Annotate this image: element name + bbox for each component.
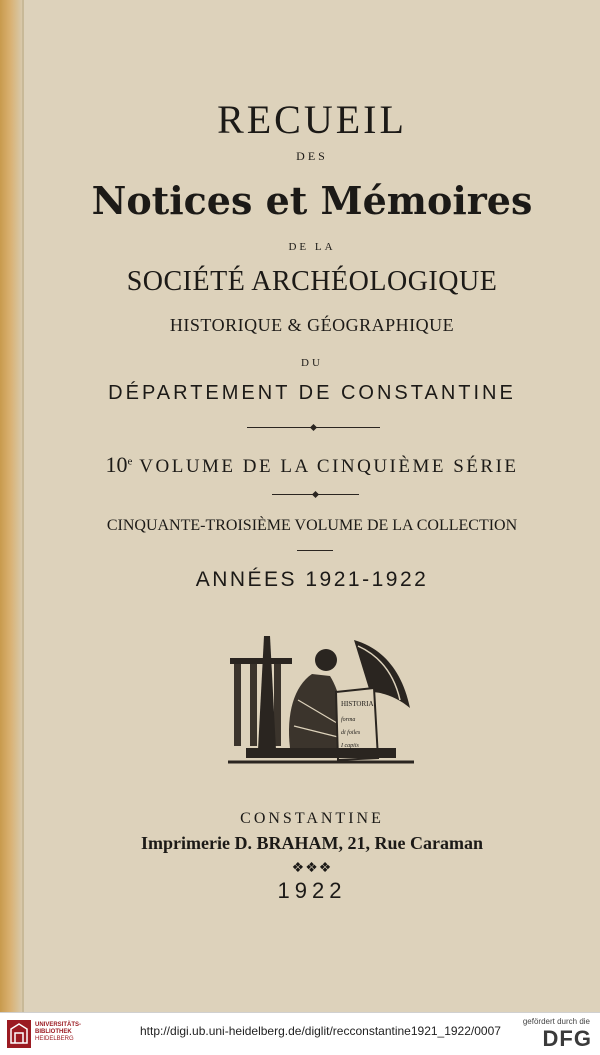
- historia-vignette-image: [224, 630, 418, 770]
- library-name-line-3: HEIDELBERG: [35, 1036, 74, 1042]
- book-spine: [0, 0, 22, 1012]
- des-text: DES: [296, 149, 328, 163]
- du-text: DU: [301, 357, 323, 369]
- annees-line: ANNÉES 1921-1922: [195, 568, 429, 591]
- recueil-heading: RECUEIL: [217, 97, 407, 142]
- city-line: CONSTANTINE: [240, 810, 384, 827]
- ornament-dot-1: [310, 424, 317, 431]
- departement-heading: DÉPARTEMENT DE CONSTANTINE: [108, 382, 516, 404]
- year-line: 1922: [277, 878, 347, 903]
- ornament-rule-3: [297, 550, 333, 551]
- viewer-footer: [0, 1012, 600, 1055]
- university-seal-icon: [6, 1019, 32, 1049]
- notices-heading: Notices et Mémoires: [91, 178, 533, 223]
- vignette-label-3: di foiles: [341, 730, 361, 736]
- library-name-line-1: UNIVERSITÄTS-: [35, 1022, 82, 1028]
- collection-line: CINQUANTE-TROISIÈME VOLUME DE LA COLLECTION: [106, 517, 518, 534]
- vignette-label-2: forma: [341, 717, 356, 723]
- ornament-glyphs: ❖❖❖: [291, 861, 333, 876]
- volume-number: 10: [105, 452, 128, 477]
- funded-by-text: gefördert durch die: [522, 1017, 590, 1026]
- vignette-label-4: I capiis: [341, 743, 359, 749]
- volume-superscript: e: [127, 455, 133, 468]
- ornament-dot-2: [312, 491, 319, 498]
- permalink-url[interactable]: http://digi.ub.uni-heidelberg.de/diglit/recconstantine1921_1922/0007: [140, 1024, 501, 1038]
- library-name-line-2: BIBLIOTHEK: [35, 1029, 72, 1035]
- societe-heading: SOCIÉTÉ ARCHÉOLOGIQUE: [126, 266, 498, 297]
- vignette-label-1: HISTORIA: [341, 700, 374, 708]
- volume-text: VOLUME DE LA CINQUIÈME SÉRIE: [132, 456, 519, 477]
- printer-line: Imprimerie D. BRAHAM, 21, Rue Caraman: [141, 833, 483, 853]
- de-la-text: DE LA: [288, 241, 336, 253]
- library-name: [35, 1022, 81, 1043]
- dfg-logo: DFG: [542, 1026, 592, 1051]
- historique-heading: HISTORIQUE & GÉOGRAPHIQUE: [169, 315, 455, 335]
- volume-line: [24, 452, 600, 478]
